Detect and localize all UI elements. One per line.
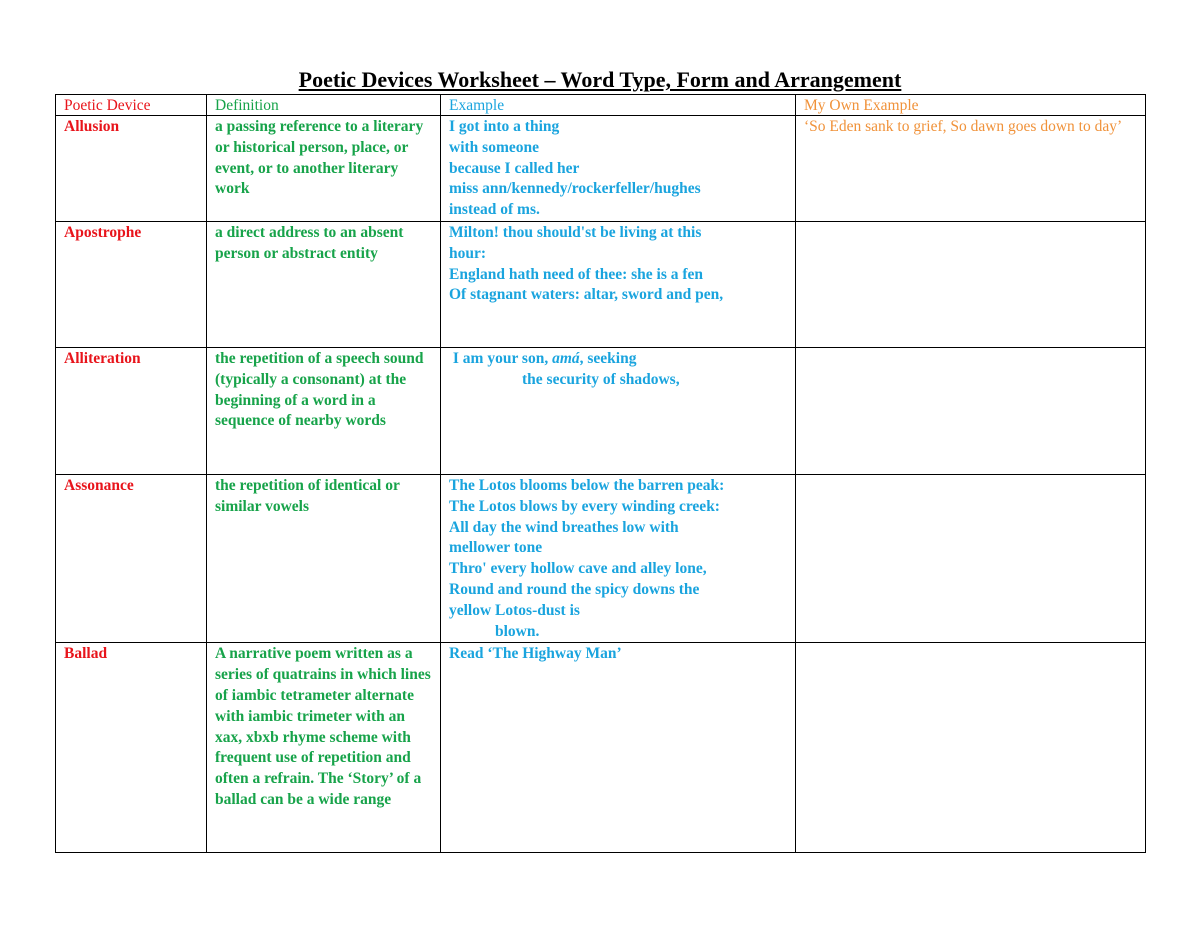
table-row xyxy=(56,116,1146,222)
example-line: The Lotos blooms below the barren peak: xyxy=(449,476,725,494)
header-example: Example xyxy=(441,95,796,116)
example-line: blown. xyxy=(495,622,540,640)
definition-cell: a passing reference to a literary or historical person, place, or event, or to another literary work xyxy=(207,116,441,222)
example-line: Milton! thou should'st be living at this xyxy=(449,223,702,241)
example-line: Of stagnant waters: altar, sword and pen, xyxy=(449,286,724,304)
example-line: I got into a thing xyxy=(449,118,560,135)
example-cell xyxy=(441,116,796,222)
example-line: instead of ms. xyxy=(449,201,540,219)
own-example-cell[interactable] xyxy=(796,221,1146,347)
definition-cell: the repetition of a speech sound (typically a consonant) at the beginning of a word in a sequence of nearby words xyxy=(207,347,441,474)
example-text: I am your son, xyxy=(449,349,553,367)
example-cell xyxy=(441,347,796,474)
device-cell: Ballad xyxy=(56,643,207,853)
definition-cell: a direct address to an absent person or abstract entity xyxy=(207,221,441,347)
example-cell xyxy=(441,221,796,347)
example-line: England hath need of thee: she is a fen xyxy=(449,265,704,283)
example-cell xyxy=(441,643,796,853)
header-definition: Definition xyxy=(207,95,441,116)
device-cell: Assonance xyxy=(56,474,207,642)
example-line xyxy=(449,349,787,370)
example-line: yellow Lotos-dust is xyxy=(449,601,580,619)
example-emphasis: amá xyxy=(552,349,580,367)
definition-cell: the repetition of identical or similar vowels xyxy=(207,474,441,642)
example-line: All day the wind breathes low with xyxy=(449,518,679,536)
table-row xyxy=(56,474,1146,642)
device-cell: Allusion xyxy=(56,116,207,222)
table-row xyxy=(56,643,1146,853)
example-text: , seeking xyxy=(579,349,637,367)
example-line: mellower tone xyxy=(449,539,543,557)
example-line: miss ann/kennedy/rockerfeller/hughes xyxy=(449,180,701,198)
own-example-cell[interactable] xyxy=(796,643,1146,853)
table-row xyxy=(56,347,1146,474)
device-cell: Apostrophe xyxy=(56,221,207,347)
example-line: Round and round the spicy downs the xyxy=(449,580,700,598)
example-line: Read ‘The Highway Man’ xyxy=(449,645,622,663)
example-line: the security of shadows, xyxy=(522,370,680,388)
worksheet-title: Poetic Devices Worksheet – Word Type, Form and Arrangement xyxy=(298,67,902,92)
own-example-cell[interactable]: ‘So Eden sank to grief, So dawn goes down to day’ xyxy=(796,116,1146,222)
own-example-cell[interactable] xyxy=(796,474,1146,642)
example-line: The Lotos blows by every winding creek: xyxy=(449,497,720,515)
example-line: because I called her xyxy=(449,159,580,177)
example-line: with someone xyxy=(449,138,539,156)
own-example-cell[interactable] xyxy=(796,347,1146,474)
example-cell xyxy=(441,474,796,642)
table-row xyxy=(56,221,1146,347)
header-row xyxy=(56,95,1146,116)
example-line: Thro' every hollow cave and alley lone, xyxy=(449,560,707,578)
example-line: hour: xyxy=(449,244,487,262)
poetic-devices-table xyxy=(55,94,1146,853)
device-cell: Alliteration xyxy=(56,347,207,474)
header-poetic-device: Poetic Device xyxy=(56,95,207,116)
header-my-own-example: My Own Example xyxy=(796,95,1146,116)
definition-cell: A narrative poem written as a series of quatrains in which lines of iambic tetrameter alternate with iambic trimeter with an xax, xbxb rhyme scheme with frequent use of repetition and often a refrain. The ‘Story’ of a ballad can be a wide range xyxy=(207,643,441,853)
